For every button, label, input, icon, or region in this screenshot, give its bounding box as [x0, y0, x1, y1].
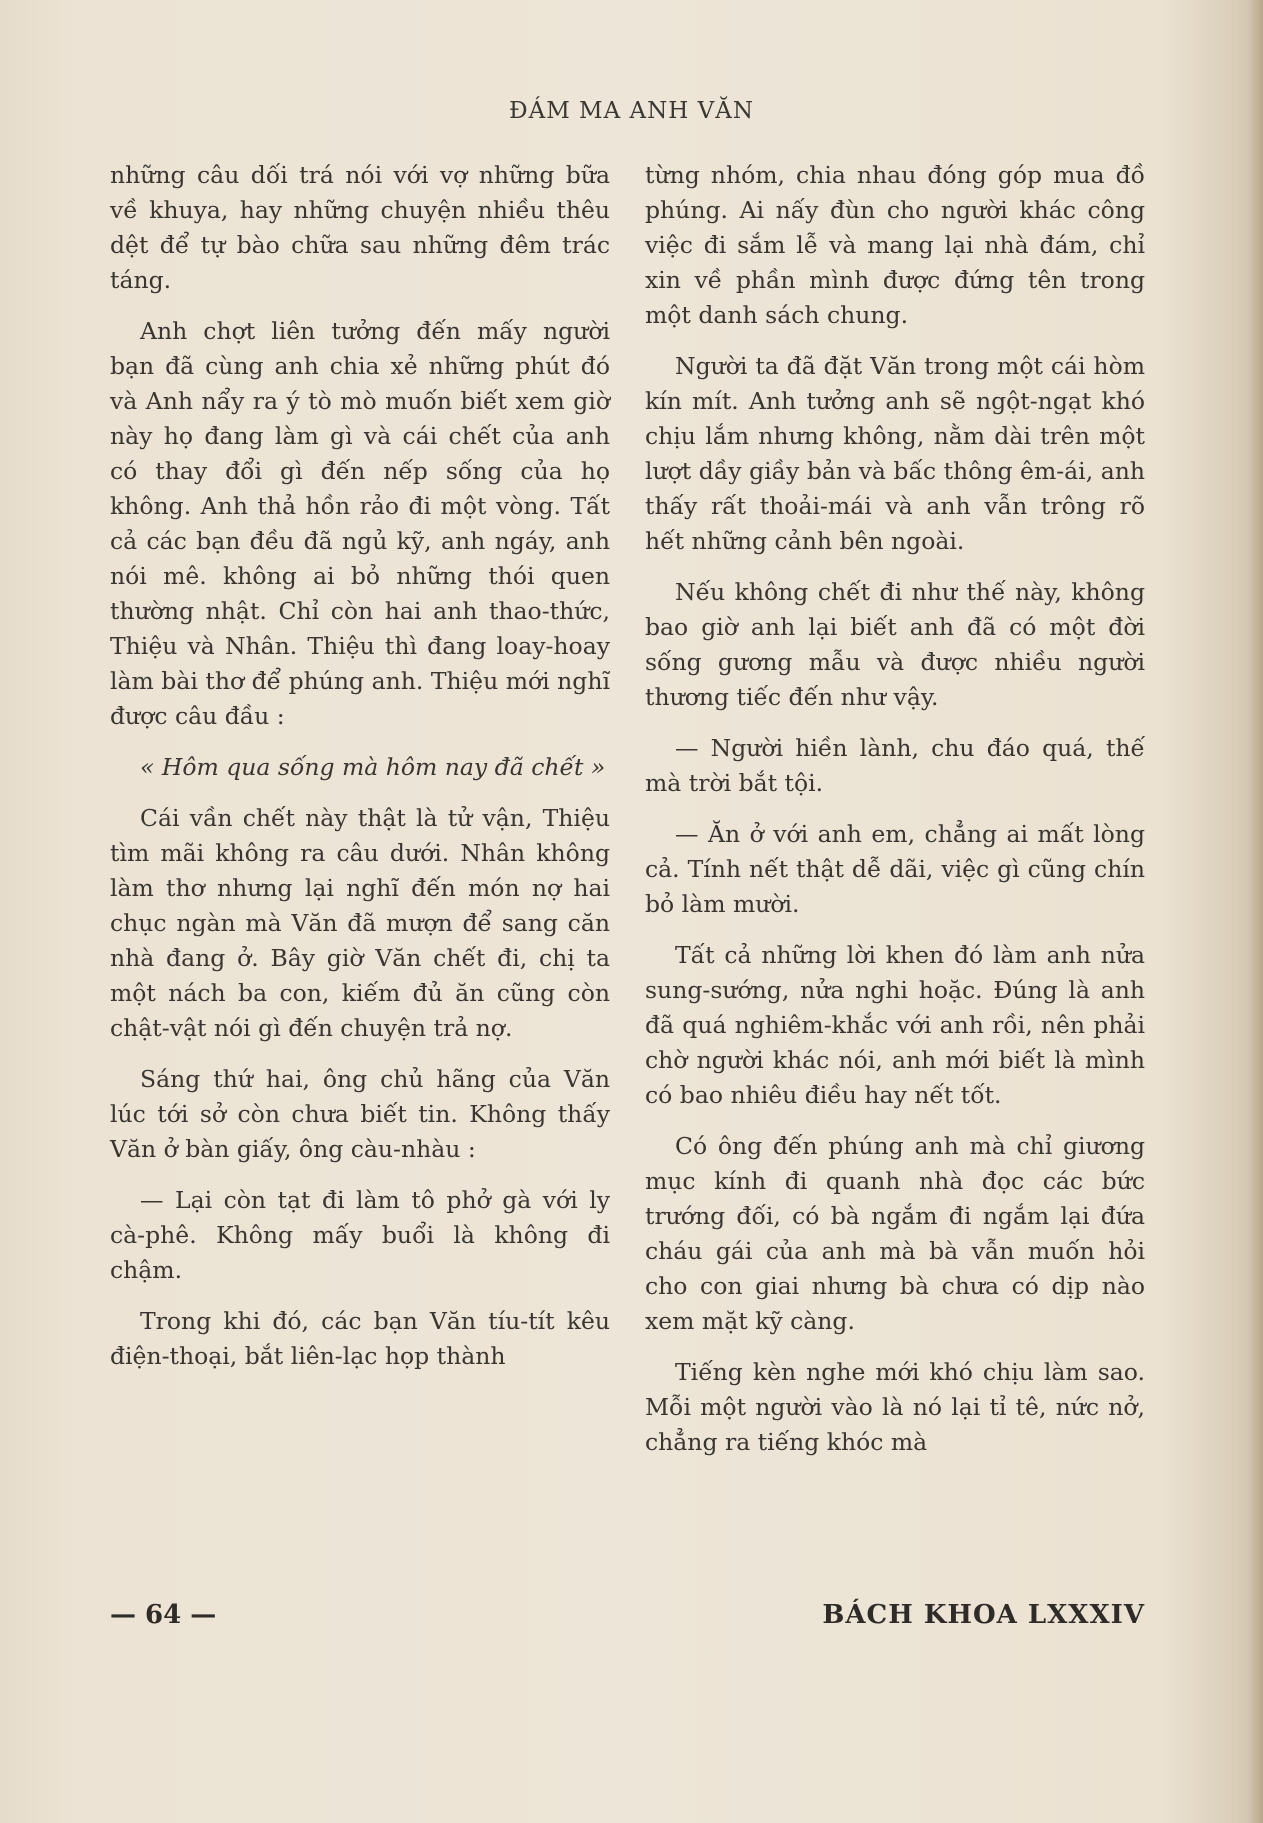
paragraph: Tất cả những lời khen đó làm anh nửa sung-sướng, nửa nghi hoặc. Đúng là anh đã quá nghiêm-khắc với anh rồi, nên phải chờ người khác nói, anh mới biết là mình có bao nhiêu điều hay nết tốt.	[645, 941, 1145, 1109]
paragraph: Anh chợt liên tưởng đến mấy người bạn đã cùng anh chia xẻ những phút đó và Anh nẩy ra ý tò mò muốn biết xem giờ này họ đang làm gì và cái chết của anh có thay đổi gì đến nếp sống của họ không. Anh thả hồn rảo đi một vòng. Tất cả các bạn đều đã ngủ kỹ, anh ngáy, anh nói mê. không ai bỏ những thói quen thường nhật. Chỉ còn hai anh thao-thức, Thiệu và Nhân. Thiệu thì đang loay-hoay làm bài thơ để phúng anh. Thiệu mới nghĩ được câu đầu :	[110, 317, 610, 730]
paragraph: Sáng thứ hai, ông chủ hãng của Văn lúc tới sở còn chưa biết tin. Không thấy Văn ở bàn giấy, ông càu-nhàu :	[110, 1065, 610, 1163]
page-number: — 64 —	[110, 1600, 217, 1630]
running-head: ĐÁM MA ANH VĂN	[509, 98, 754, 124]
paragraph: Trong khi đó, các bạn Văn tíu-tít kêu điện-thoại, bắt liên-lạc họp thành	[110, 1307, 610, 1370]
page-edge-shadow	[1249, 0, 1263, 1823]
paragraph: Tiếng kèn nghe mới khó chịu làm sao. Mỗi một người vào là nó lại tỉ tê, nức nở, chẳng ra tiếng khóc mà	[645, 1358, 1145, 1456]
paragraph: Nếu không chết đi như thế này, không bao giờ anh lại biết anh đã có một đời sống gương mẫu và được nhiều người thương tiếc đến như vậy.	[645, 578, 1145, 711]
magazine-title: BÁCH KHOA LXXXIV	[822, 1600, 1145, 1630]
paragraph: những câu dối trá nói với vợ những bữa về khuya, hay những chuyện nhiều thêu dệt để tự bào chữa sau những đêm trác táng.	[110, 161, 610, 294]
paragraph: Cái vần chết này thật là tử vận, Thiệu tìm mãi không ra câu dưới. Nhân không làm thơ nhưng lại nghĩ đến món nợ hai chục ngàn mà Văn đã mượn để sang căn nhà đang ở. Bây giờ Văn chết đi, chị ta một nách ba con, kiếm đủ ăn cũng còn chật-vật nói gì đến chuyện trả nợ.	[110, 804, 610, 1042]
paragraph: Người ta đã đặt Văn trong một cái hòm kín mít. Anh tưởng anh sẽ ngột-ngạt khó chịu lắm nhưng không, nằm dài trên một lượt dầy giầy bản và bấc thông êm-ái, anh thấy rất thoải-mái và anh vẫn trông rõ hết những cảnh bên ngoài.	[645, 352, 1145, 555]
dialogue-line: — Ăn ở với anh em, chẳng ai mất lòng cả. Tính nết thật dễ dãi, việc gì cũng chín bỏ làm mười.	[645, 820, 1145, 918]
paragraph: từng nhóm, chia nhau đóng góp mua đồ phúng. Ai nấy đùn cho người khác công việc đi sắm lễ và mang lại nhà đám, chỉ xin về phần mình được đứng tên trong một danh sách chung.	[645, 161, 1145, 329]
dialogue-line: — Lại còn tạt đi làm tô phở gà với ly cà-phê. Không mấy buổi là không đi chậm.	[110, 1186, 610, 1284]
poem-quote: « Hôm qua sống mà hôm nay đã chết »	[140, 753, 606, 781]
right-column	[645, 158, 1145, 1476]
dialogue-line: — Người hiền lành, chu đáo quá, thế mà trời bắt tội.	[645, 734, 1145, 797]
left-column	[110, 158, 610, 1390]
paragraph: Có ông đến phúng anh mà chỉ giương mục kính đi quanh nhà đọc các bức trướng đối, có bà ngắm đi ngắm lại đứa cháu gái của anh mà bà vẫn muốn hỏi cho con giai nhưng bà chưa có dịp nào xem mặt kỹ càng.	[645, 1132, 1145, 1335]
